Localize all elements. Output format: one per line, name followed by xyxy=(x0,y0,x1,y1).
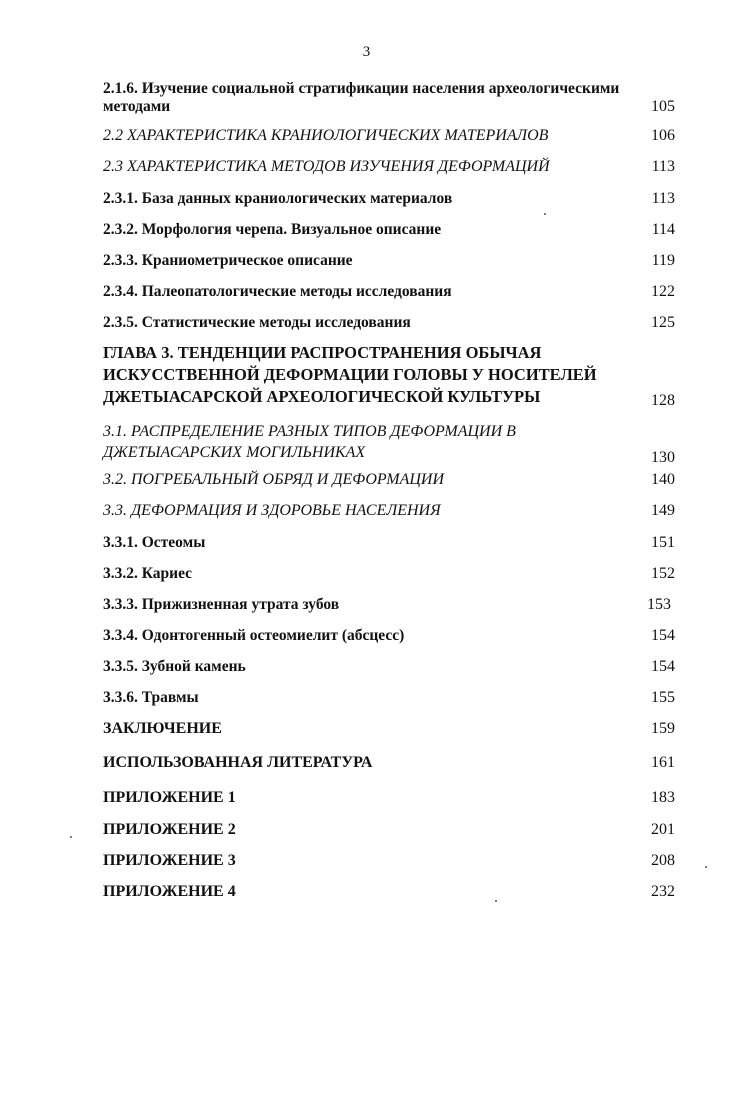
toc-entry-title: ЗАКЛЮЧЕНИЕ xyxy=(103,720,222,737)
toc-entry-title: 3.3.1. Остеомы xyxy=(103,534,206,551)
toc-entry-page: 149 xyxy=(651,502,675,519)
toc-entry-title: 2.3.4. Палеопатологические методы исследования xyxy=(103,283,452,300)
toc-entry-title: 2.1.6. Изучение социальной стратификации населения археологическими методами xyxy=(103,80,620,115)
toc-entry xyxy=(103,127,675,145)
toc-entry-page: 152 xyxy=(651,565,675,582)
toc-entry-title: 3.3.2. Кариес xyxy=(103,565,193,582)
toc-entry-title: 2.3.1. База данных краниологических материалов xyxy=(103,190,453,207)
toc-entry-title: ПРИЛОЖЕНИЕ 4 xyxy=(103,883,236,900)
toc-entry-page: 154 xyxy=(651,658,675,675)
toc-entry-page: 128 xyxy=(651,392,675,409)
toc-entry-page: 153 xyxy=(647,596,671,613)
toc-entry xyxy=(103,689,675,707)
toc-entry xyxy=(103,883,675,901)
toc-entry xyxy=(103,190,675,208)
toc-entry-page: 113 xyxy=(651,158,675,175)
toc-entry-title: 3.3.4. Одонтогенный остеомиелит (абсцесс) xyxy=(103,627,405,644)
toc-entry xyxy=(103,720,675,738)
toc-entry-title: ГЛАВА 3. ТЕНДЕНЦИИ РАСПРОСТРАНЕНИЯ ОБЫЧАЯ ИСКУССТВЕННОЙ ДЕФОРМАЦИИ ГОЛОВЫ У НОСИТЕЛЕЙ ДЖЕТЫАСАРСКОЙ АРХЕОЛОГИЧЕСКОЙ КУЛЬТУРЫ xyxy=(103,343,597,406)
toc-entry-page: 114 xyxy=(651,221,675,238)
toc-entry-page: 159 xyxy=(651,720,675,737)
toc-entry-title: 2.3.2. Морфология черепа. Визуальное описание xyxy=(103,221,442,238)
toc-entry xyxy=(103,283,675,301)
toc-entry-page: 125 xyxy=(651,314,675,331)
toc-entry-page: 208 xyxy=(651,852,675,869)
toc-entry xyxy=(103,158,675,176)
toc-entry xyxy=(103,502,675,520)
page-number: 3 xyxy=(362,44,371,60)
toc-entry xyxy=(103,789,675,807)
scan-speck xyxy=(495,900,497,902)
toc-entry xyxy=(103,534,675,552)
toc-entry-title: ПРИЛОЖЕНИЕ 1 xyxy=(103,789,236,806)
toc-entry-title: 3.3.6. Травмы xyxy=(103,689,199,706)
scan-speck xyxy=(544,213,546,215)
toc-entry xyxy=(103,221,675,239)
toc-entry xyxy=(103,314,675,332)
toc-entry xyxy=(103,565,675,583)
toc-entry xyxy=(103,627,675,645)
toc-entry-page: 151 xyxy=(651,534,675,551)
toc-entry-title: 3.3. ДЕФОРМАЦИЯ И ЗДОРОВЬЕ НАСЕЛЕНИЯ xyxy=(103,502,441,519)
toc-entry-title: 2.3.3. Краниометрическое описание xyxy=(103,252,353,269)
toc-entry-title: 3.1. РАСПРЕДЕЛЕНИЕ РАЗНЫХ ТИПОВ ДЕФОРМАЦИИ В ДЖЕТЫАСАРСКИХ МОГИЛЬНИКАХ xyxy=(103,423,516,461)
toc-entry-page: 113 xyxy=(651,190,675,207)
toc-entry-page: 130 xyxy=(651,449,675,466)
toc-entry-page: 161 xyxy=(651,754,675,771)
toc-entry xyxy=(103,852,675,870)
toc-entry-chapter xyxy=(103,342,675,408)
toc-entry-page: 105 xyxy=(651,98,675,115)
toc-entry-page: 183 xyxy=(651,789,675,806)
toc-entry xyxy=(103,821,675,839)
toc-entry-page: 201 xyxy=(651,821,675,838)
toc-entry-title: ИСПОЛЬЗОВАННАЯ ЛИТЕРАТУРА xyxy=(103,754,373,771)
toc-entry-title: 3.3.3. Прижизненная утрата зубов xyxy=(103,596,340,613)
toc-entry-page: 155 xyxy=(651,689,675,706)
toc-entry-page: 122 xyxy=(651,283,675,300)
toc-entry xyxy=(103,658,675,676)
toc-entry-page: 232 xyxy=(651,883,675,900)
toc-entry-title: ПРИЛОЖЕНИЕ 3 xyxy=(103,852,236,869)
toc-entry xyxy=(103,80,675,116)
toc-entry-title: 2.3 ХАРАКТЕРИСТИКА МЕТОДОВ ИЗУЧЕНИЯ ДЕФОРМАЦИЙ xyxy=(103,158,550,175)
toc-entry xyxy=(103,596,675,614)
toc-entry xyxy=(103,471,675,489)
toc-entry-title: 2.3.5. Статистические методы исследования xyxy=(103,314,411,331)
scan-speck xyxy=(705,866,707,868)
toc-entry-title: 2.2 ХАРАКТЕРИСТИКА КРАНИОЛОГИЧЕСКИХ МАТЕРИАЛОВ xyxy=(103,127,549,144)
toc-entry xyxy=(103,421,675,466)
toc-entry xyxy=(103,754,675,772)
toc-entry-page: 119 xyxy=(651,252,675,269)
toc-entry-page: 106 xyxy=(651,127,675,144)
toc-entry-title: 3.3.5. Зубной камень xyxy=(103,658,246,675)
toc-entry-title: 3.2. ПОГРЕБАЛЬНЫЙ ОБРЯД И ДЕФОРМАЦИИ xyxy=(103,471,445,488)
scan-speck xyxy=(70,836,72,838)
toc-entry xyxy=(103,252,675,270)
toc-entry-page: 140 xyxy=(651,471,675,488)
toc-entry-page: 154 xyxy=(651,627,675,644)
toc-entry-title: ПРИЛОЖЕНИЕ 2 xyxy=(103,821,236,838)
